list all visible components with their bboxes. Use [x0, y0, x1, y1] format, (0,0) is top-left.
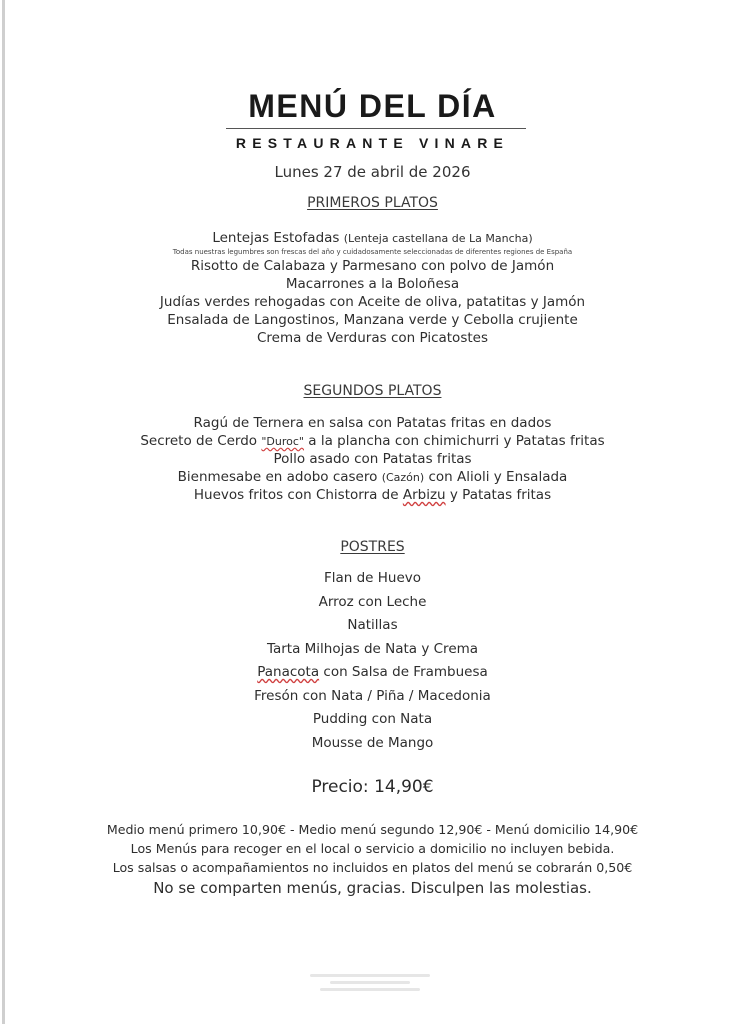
- list-item: Ensalada de Langostinos, Manzana verde y Cebolla crujiente: [167, 312, 578, 328]
- section-heading-primeros: [0, 195, 745, 211]
- section-heading-label: POSTRES: [340, 539, 405, 555]
- list-item: Mousse de Mango: [311, 734, 434, 751]
- section-heading-postres: [0, 539, 745, 555]
- menu-conditions: [0, 820, 745, 899]
- spellcheck-flagged-word: Panacota: [257, 664, 320, 680]
- dish-text: a la plancha con chimichurri y Patatas fritas: [304, 433, 605, 449]
- spellcheck-flagged-word: Arbizu: [402, 487, 446, 503]
- menu-date: Lunes 27 de abril de 2026: [274, 163, 471, 181]
- footer-line: [310, 974, 430, 977]
- list-item: Pollo asado con Patatas fritas: [273, 451, 472, 467]
- list-item: Crema de Verduras con Picatostes: [257, 330, 488, 346]
- section-heading-label: PRIMEROS PLATOS: [307, 195, 438, 211]
- dish-text: con Alioli y Ensalada: [424, 469, 568, 485]
- list-item: [0, 432, 745, 450]
- dish-text: Bienmesabe en adobo casero: [177, 469, 382, 485]
- menu-title: MENÚ DEL DÍA: [248, 88, 497, 124]
- list-item: Ragú de Ternera en salsa con Patatas fritas en dados: [193, 415, 552, 431]
- list-item: [0, 486, 745, 504]
- restaurant-name: RESTAURANTE VINARE: [235, 135, 510, 151]
- dish-detail: (Lenteja castellana de La Mancha): [343, 232, 533, 245]
- list-item: Judías verdes rehogadas con Aceite de oliva, patatitas y Jamón: [159, 294, 586, 310]
- dish-detail: (Cazón): [381, 471, 425, 484]
- list-item: Arroz con Leche: [318, 593, 427, 610]
- section-heading-segundos: [0, 383, 745, 399]
- restaurant-address-footer: [300, 970, 440, 995]
- dish-text: Huevos fritos con Chistorra de: [193, 487, 403, 503]
- legumes-note: Todas nuestras legumbres son frescas del año y cuidadosamente seleccionadas de diferentes regiones de España: [172, 248, 573, 256]
- list-item: [0, 468, 745, 486]
- list-item: [0, 229, 745, 247]
- primeros-list: [0, 229, 745, 347]
- list-item: [0, 661, 745, 685]
- dish-text: Secreto de Cerdo: [140, 433, 262, 449]
- list-item: Natillas: [347, 617, 398, 633]
- takeaway-note: Los Menús para recoger en el local o servicio a domicilio no incluyen bebida.: [130, 841, 615, 856]
- spellcheck-flagged-word: "Duroc": [261, 435, 304, 448]
- list-item: Flan de Huevo: [323, 570, 422, 586]
- list-item: Risotto de Calabaza y Parmesano con polvo de Jamón: [190, 258, 555, 274]
- dish-text: y Patatas fritas: [445, 487, 552, 503]
- postres-list: [0, 567, 745, 755]
- dish-text: con Salsa de Frambuesa: [319, 664, 488, 680]
- dish-name: Lentejas Estofadas: [212, 230, 340, 246]
- no-sharing-note: No se comparten menús, gracias. Disculpen las molestias.: [153, 879, 592, 897]
- footer-line: [320, 988, 420, 991]
- list-item: Pudding con Nata: [312, 711, 433, 727]
- list-item: Fresón con Nata / Piña / Macedonia: [254, 687, 491, 704]
- list-item: Macarrones a la Boloñesa: [285, 276, 460, 292]
- segundos-list: [0, 414, 745, 504]
- footer-line: [330, 981, 410, 984]
- section-heading-label: SEGUNDOS PLATOS: [303, 383, 442, 399]
- list-item: Tarta Milhojas de Nata y Crema: [266, 640, 479, 657]
- sauces-note: Los salsas o acompañamientos no incluidos en platos del menú se cobrarán 0,50€: [112, 860, 633, 875]
- title-divider: [226, 128, 526, 129]
- menu-price: Precio: 14,90€: [311, 777, 434, 797]
- half-menu-prices: Medio menú primero 10,90€ - Medio menú segundo 12,90€ - Menú domicilio 14,90€: [106, 822, 639, 837]
